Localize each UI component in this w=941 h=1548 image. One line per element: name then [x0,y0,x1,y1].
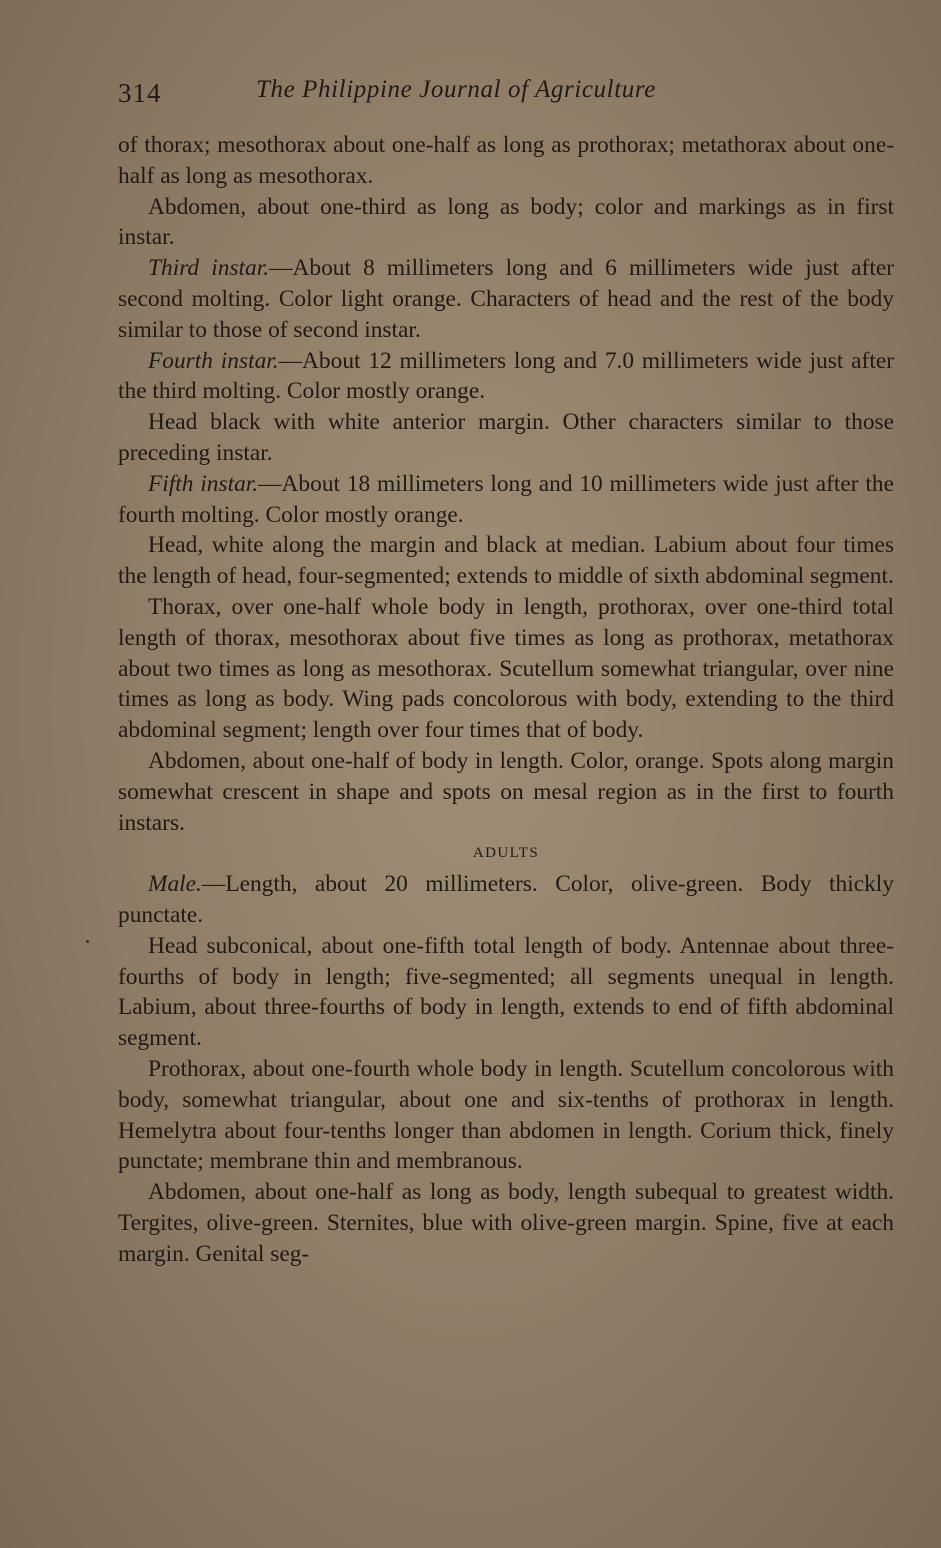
third-instar-text: —About 8 millimeters long and 6 millimeters wide just after second molting. Color light orange. Characters of head and the rest of the body similar to those of second instar. [118,255,894,343]
fourth-instar-text: —About 12 millimeters long and 7.0 millimeters wide just after the third molting. Color mostly orange. [118,347,894,405]
paragraph-male-prothorax: Prothorax, about one-fourth whole body in length. Scutellum concolorous with body, somewhat triangular, about one and six-tenths of prothorax in length. Hemelytra about four-tenths longer than abdomen in length. Corium thick, finely punctate; membrane thin and membranous. [118,1055,894,1175]
fifth-instar-lead: Fifth instar. [148,470,259,497]
paragraph-thorax-continued: of thorax; mesothorax about one-half as long as prothorax; metathorax about one-half as long as mesothorax. [118,132,894,189]
paragraph-third-instar [118,253,894,345]
section-heading-adults: ADULTS [472,845,540,862]
paragraph-fourth-instar-head: Head black with white anterior margin. Other characters similar to those preceding instar. [118,409,894,466]
fourth-instar-lead: Fourth instar. [148,347,279,374]
male-lead: Male. [148,871,202,898]
paragraph-fifth-instar-head: Head, white along the margin and black at median. Labium about four times the length of head, four-segmented; extends to middle of sixth abdominal segment. [118,532,894,590]
paragraph-male-abdomen: Abdomen, about one-half as long as body, length subequal to greatest width. Tergites, olive-green. Sternites, blue with olive-green margin. Spine, five at each margin. Genital seg- [118,1179,894,1267]
paragraph-fourth-instar [118,346,894,408]
paragraph-abdomen-second-instar: Abdomen, about one-third as long as body; color and markings as in first instar. [118,193,894,251]
paragraph-male-head: Head subconical, about one-fifth total length of body. Antennae about three-fourths of body in length; five-segmented; all segments unequal in length. Labium, about three-fourths of body in length, extends to end of fifth abdominal segment. [118,932,894,1052]
paragraph-fifth-instar-abdomen: Abdomen, about one-half of body in length. Color, orange. Spots along margin somewhat crescent in shape and spots on mesal region as in the first to fourth instars. [118,747,894,836]
paragraph-male [118,869,894,931]
male-text: —Length, about 20 millimeters. Color, olive-green. Body thickly punctate. [118,871,894,928]
body-text [118,130,894,1269]
page-number: 314 [118,78,162,108]
fifth-instar-text: —About 18 millimeters long and 10 millimeters wide just after the fourth molting. Color mostly orange. [118,470,894,528]
journal-title: The Philippine Journal of Agriculture [256,76,656,103]
third-instar-lead: Third instar. [148,255,270,282]
paragraph-fifth-instar [118,469,894,531]
paper-speck [86,940,89,943]
paragraph-fifth-instar-thorax: Thorax, over one-half whole body in length, prothorax, over one-third total length of thorax, mesothorax about five times as long as prothorax, metathorax about two times as long as mesothorax. Scutellum somewhat triangular, over nine times as long as body. Wing pads concolorous with body, extending to the third abdominal segment; length over four times that of body. [118,593,894,744]
running-head [118,72,898,112]
